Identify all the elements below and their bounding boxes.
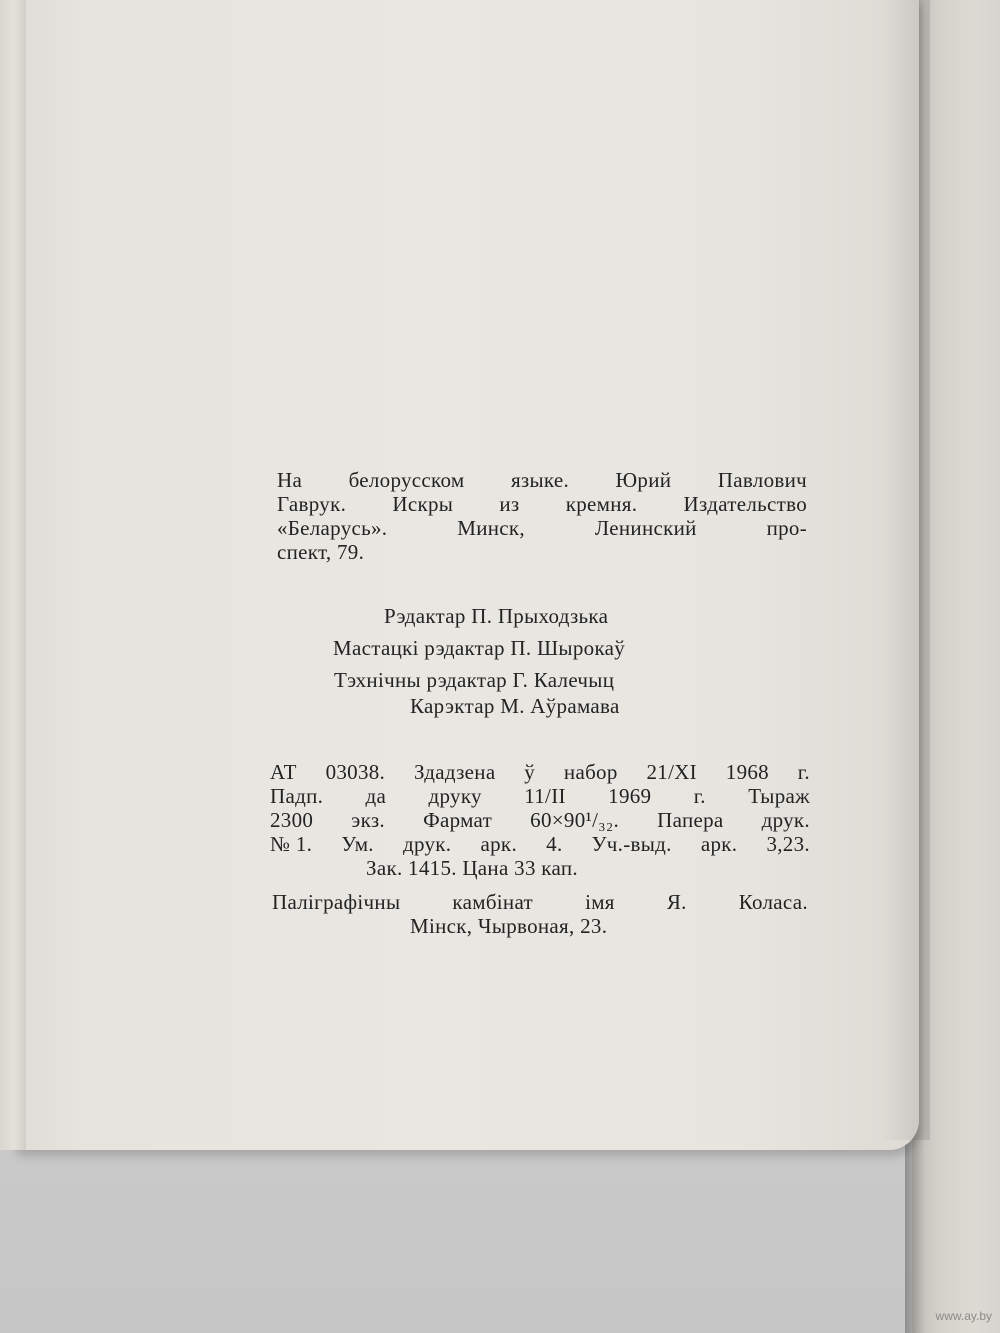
intro-word: спект, 79. <box>277 540 365 564</box>
plant-line <box>272 890 808 914</box>
print-word: ў <box>524 760 536 784</box>
print-word: 1968 <box>725 760 769 784</box>
intro-word: кремня. <box>565 492 638 516</box>
print-word: 21/XI <box>646 760 697 784</box>
print-word: 2300 <box>270 808 314 832</box>
print-word: да <box>365 784 387 808</box>
intro-word: Гаврук. <box>277 492 347 516</box>
print-word: друк. <box>761 808 810 832</box>
print-word: Здадзена <box>413 760 496 784</box>
print-word: Ум. <box>341 832 374 856</box>
print-word: 11/II <box>524 784 566 808</box>
plant-word: камбінат <box>452 890 534 914</box>
watermark: www.ay.by <box>935 1309 992 1323</box>
intro-word: языке. <box>510 468 570 492</box>
intro-word: Юрий <box>615 468 672 492</box>
print-word: арк. <box>700 832 738 856</box>
book-page <box>14 0 919 1150</box>
plant-word: Паліграфічны <box>272 890 401 914</box>
intro-word: белорусском <box>348 468 465 492</box>
plant-word: Мінск, Чырвоная, 23. <box>410 914 608 938</box>
print-word: г. <box>693 784 706 808</box>
print-word: Папера <box>657 808 724 832</box>
intro-word: Искры <box>392 492 454 516</box>
credit-proofreader: Карэктар М. Аўрамава <box>410 694 620 718</box>
colophon-intro <box>277 468 807 564</box>
print-word: друку <box>428 784 482 808</box>
credit-editor: Рэдактар П. Прыходзька <box>384 604 609 628</box>
print-word: г. <box>797 760 810 784</box>
print-word: 03038. <box>325 760 386 784</box>
print-word: Тыраж <box>748 784 810 808</box>
print-word: 3,23. <box>766 832 810 856</box>
plant-word: Я. <box>666 890 687 914</box>
print-word: АТ <box>270 760 297 784</box>
intro-word: «Беларусь». <box>277 516 388 540</box>
print-word: арк. <box>480 832 517 856</box>
credit-art-editor: Мастацкі рэдактар П. Шырокаў <box>333 636 626 660</box>
print-line <box>270 784 810 808</box>
page-edge <box>0 0 26 1150</box>
plant-word: Коласа. <box>738 890 808 914</box>
plant-line <box>272 914 808 938</box>
print-line <box>270 808 810 832</box>
print-word: Фармат <box>423 808 493 832</box>
intro-line <box>277 516 807 540</box>
printing-plant <box>272 890 808 938</box>
print-line <box>270 760 810 784</box>
intro-line <box>277 468 807 492</box>
print-word: 1969 <box>608 784 652 808</box>
intro-line <box>277 540 807 564</box>
print-line <box>270 832 810 856</box>
print-word: друк. <box>403 832 452 856</box>
print-word: 4. <box>546 832 563 856</box>
gutter-shadow <box>880 0 930 1140</box>
intro-word: из <box>499 492 520 516</box>
print-word: Падп. <box>270 784 324 808</box>
print-info <box>270 760 810 880</box>
credit-tech-editor: Тэхнічны рэдактар Г. Калечыц <box>334 668 615 692</box>
intro-word: про- <box>766 516 807 540</box>
print-line <box>270 856 810 880</box>
intro-word: На <box>277 468 303 492</box>
print-word: Уч.-выд. <box>591 832 672 856</box>
print-word: экз. <box>351 808 385 832</box>
intro-word: Минск, <box>457 516 525 540</box>
plant-word: імя <box>585 890 615 914</box>
intro-word: Издательство <box>683 492 807 516</box>
print-word: Зак. 1415. Цана 33 кап. <box>366 856 578 880</box>
intro-word: Ленинский <box>594 516 697 540</box>
intro-word: Павлович <box>717 468 807 492</box>
print-word: 60×90¹/₃₂. <box>530 808 620 832</box>
intro-line <box>277 492 807 516</box>
print-word: набор <box>563 760 618 784</box>
print-word: № 1. <box>270 832 313 856</box>
